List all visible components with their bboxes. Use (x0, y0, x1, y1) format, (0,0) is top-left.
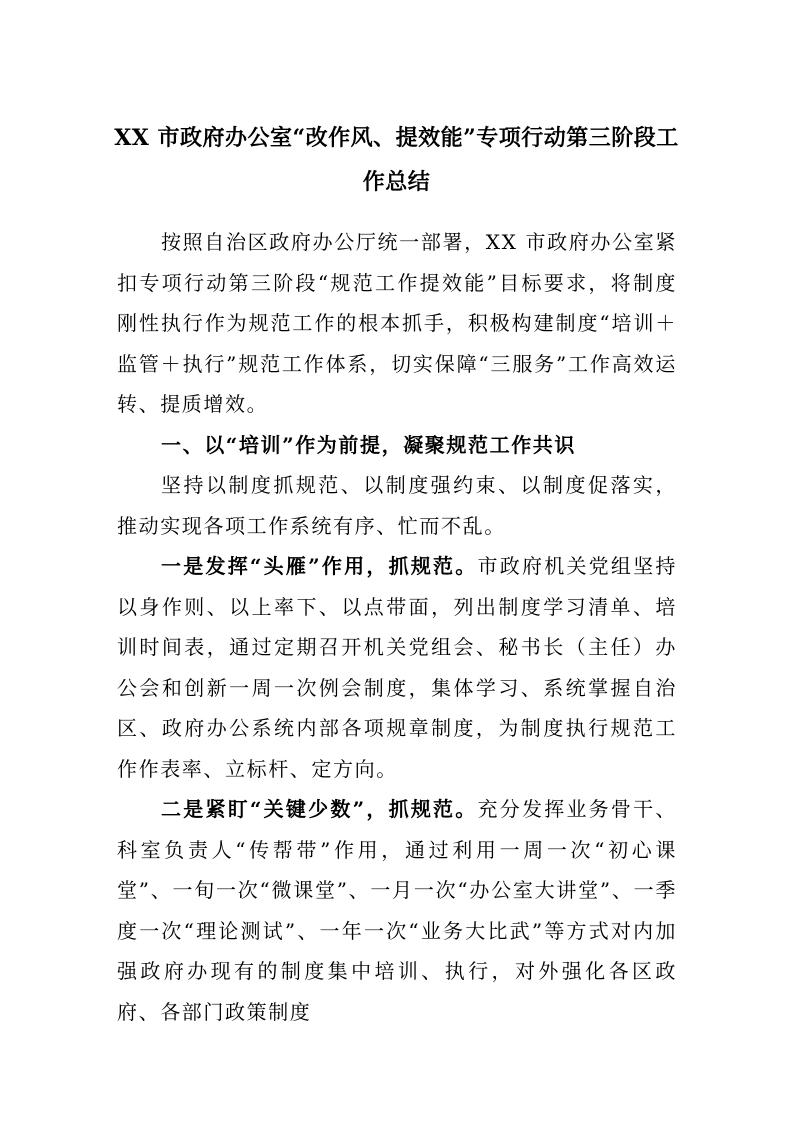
point-1-text: 市政府机关党组坚持以身作则、以上率下、以点带面，列出制度学习清单、培训时间表，通过定期召开机关党组会、秘书长（主任）办公会和创新一周一次例会制度，集体学习、系统掌握自治区、政府办公系统内部各项规章制度，为制度执行规范工作作表率、立标杆、定方向。 (117, 554, 677, 781)
point-2-lead: 二是紧盯“关键少数”，抓规范。 (161, 797, 478, 821)
point-1-paragraph (117, 546, 677, 789)
document-body (117, 222, 677, 1032)
section-heading-1: 一、以“培训”作为前提，凝聚规范工作共识 (161, 432, 577, 457)
point-1-lead: 一是发挥“头雁”作用，抓规范。 (161, 554, 478, 578)
document-title: XX 市政府办公室“改作风、提效能”专项行动第三阶段工作总结 (114, 125, 679, 195)
intro-paragraph: 按照自治区政府办公厅统一部署，XX 市政府办公室紧扣专项行动第三阶段“规范工作提效能”目标要求，将制度刚性执行作为规范工作的根本抓手，积极构建制度“培训＋监管＋执行”规范工作体系，切实保障“三服务”工作高效运转、提质增效。 (117, 230, 677, 416)
section-1-paragraph: 坚持以制度抓规范、以制度强约束、以制度促落实，推动实现各项工作系统有序、忙而不乱。 (117, 473, 677, 538)
point-2-paragraph (117, 789, 677, 1032)
point-2-text: 充分发挥业务骨干、科室负责人“传帮带”作用，通过利用一周一次“初心课堂”、一旬一次“微课堂”、一月一次“办公室大讲堂”、一季度一次“理论测试”、一年一次“业务大比武”等方式对内加强政府办现有的制度集中培训、执行，对外强化各区政府、各部门政策制度 (117, 797, 677, 1024)
